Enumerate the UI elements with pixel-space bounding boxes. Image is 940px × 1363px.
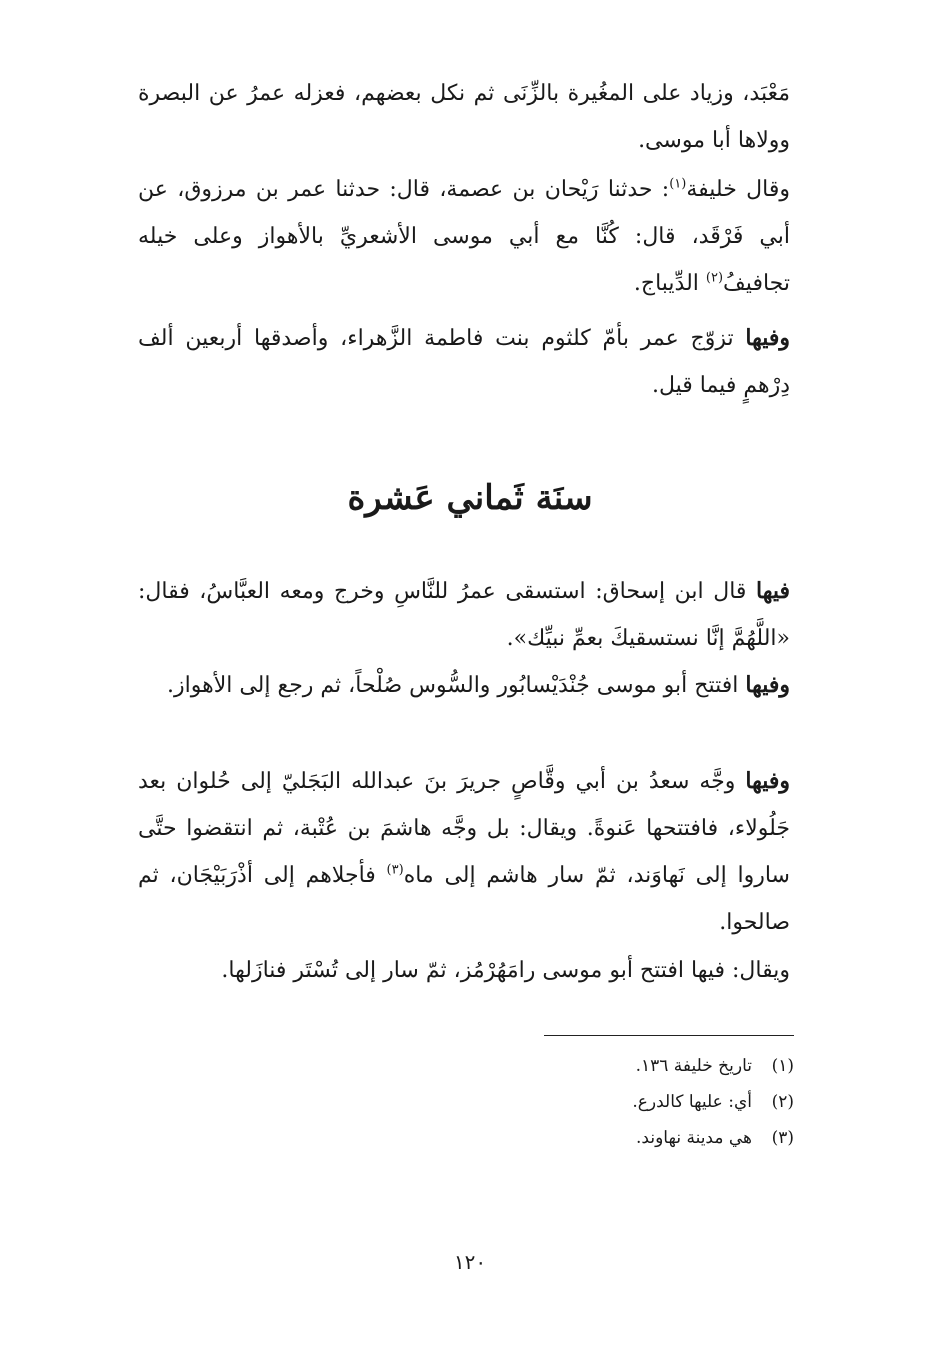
footnote-item	[394, 1048, 794, 1084]
paragraph-4-text: قال ابن إسحاق: استسقى عمرُ للنَّاسِ وخرج ومعه العبَّاسُ، فقال: «اللَّهُمَّ إنَّا نستسقيكَ بعمِّ نبيِّك».	[138, 579, 790, 651]
footnote-ref-1: (١)	[669, 176, 687, 192]
paragraph-6	[138, 758, 790, 946]
paragraph-6-text-a: وجَّه سعدُ بن أبي وقَّاصٍ جريرَ بنَ عبدالله البَجَليّ إلى حُلوان بعد جَلُولاء، فافتتحها عَنوةً. ويقال: بل وجَّه هاشمَ بن عُتْبة، ثم انتقضوا حتَّى ساروا إلى نَهاوَند، ثمّ سار هاشم إلى ماه	[138, 769, 790, 888]
footnotes-list	[394, 1048, 794, 1156]
footnote-item	[394, 1120, 794, 1156]
paragraph-7	[138, 947, 790, 994]
footnote-separator	[544, 1035, 794, 1036]
paragraph-7-text: ويقال: فيها افتتح أبو موسى رامَهُرْمُز، ثمّ سار إلى تُسْتَر فنازَلها.	[221, 958, 790, 983]
paragraph-1	[138, 70, 790, 164]
paragraph-5	[138, 662, 790, 709]
footnote-text: تاريخ خليفة ١٣٦.	[635, 1056, 752, 1076]
paragraph-4	[138, 568, 790, 662]
footnote-number: (١)	[771, 1056, 794, 1076]
footnote-text: هي مدينة نهاوند.	[636, 1128, 752, 1148]
paragraph-4-lead: فيها	[756, 578, 790, 604]
paragraph-2	[138, 166, 790, 307]
paragraph-3-lead: وفيها	[745, 325, 790, 351]
paragraph-3-text: تزوّج عمر بأمّ كلثوم بنت فاطمة الزَّهراء، وأصدقها أربعين ألف دِرْهمٍ فيما قيل.	[138, 326, 790, 398]
paragraph-1-text: مَعْبَد، وزياد على المغُيرة بالزِّنَى ثم نكل بعضهم، فعزله عمرُ عن البصرة وولاها أبا موسى.	[138, 81, 790, 153]
footnote-item	[394, 1084, 794, 1120]
footnote-number: (٢)	[771, 1092, 794, 1112]
paragraph-2-text-a: وقال خليفة	[686, 177, 790, 202]
paragraph-2-text-b: : حدثنا رَيْحان بن عصمة، قال: حدثنا عمر بن مرزوق، عن أبي فَرْقَد، قال: كُنَّا مع أبي موسى الأشعريِّ بالأهواز وعلى خيله تجافيفُ	[138, 177, 790, 296]
paragraph-3	[138, 315, 790, 409]
paragraph-6-lead: وفيها	[745, 768, 790, 794]
paragraph-6-text-b: فأجلاهم إلى أذْرَبَيْجَان، ثم صالحوا.	[138, 863, 790, 935]
footnote-ref-2: (٢)	[705, 270, 724, 286]
footnote-number: (٣)	[771, 1128, 794, 1148]
footnote-ref-3: (٣)	[386, 862, 404, 878]
footnote-text: أي: عليها كالدرع.	[632, 1092, 752, 1112]
section-heading: سنَة ثَماني عَشرة	[347, 478, 593, 518]
page-number: ١٢٠	[453, 1250, 487, 1274]
paragraph-5-text: افتتح أبو موسى جُنْدَيْسابُور والسُّوس صُلْحاً، ثم رجع إلى الأهواز.	[167, 673, 746, 698]
paragraph-2-text-c: الدِّيباج.	[633, 271, 706, 296]
paragraph-5-lead: وفيها	[745, 672, 790, 698]
